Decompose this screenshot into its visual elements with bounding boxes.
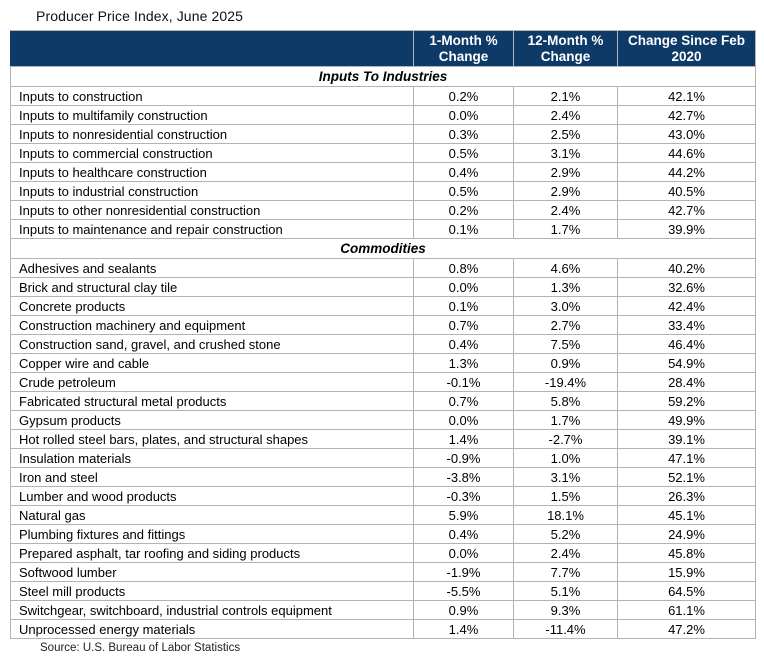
- row-value: 1.7%: [514, 411, 618, 430]
- row-label: Inputs to nonresidential construction: [11, 125, 414, 144]
- table-row: [11, 430, 756, 449]
- row-value: 32.6%: [618, 278, 756, 297]
- row-value: 0.9%: [514, 354, 618, 373]
- row-value: 0.4%: [414, 525, 514, 544]
- row-value: 0.4%: [414, 335, 514, 354]
- table-row: [11, 373, 756, 392]
- row-label: Crude petroleum: [11, 373, 414, 392]
- row-value: 0.7%: [414, 316, 514, 335]
- row-value: -0.3%: [414, 487, 514, 506]
- row-label: Brick and structural clay tile: [11, 278, 414, 297]
- row-value: 0.2%: [414, 201, 514, 220]
- row-value: 0.2%: [414, 87, 514, 106]
- table-row: [11, 601, 756, 620]
- table-row: [11, 563, 756, 582]
- row-label: Lumber and wood products: [11, 487, 414, 506]
- table-header: [11, 31, 756, 67]
- row-label: Inputs to commercial construction: [11, 144, 414, 163]
- page-title: Producer Price Index, June 2025: [36, 8, 244, 24]
- row-value: 7.7%: [514, 563, 618, 582]
- row-value: 0.0%: [414, 411, 514, 430]
- row-value: 26.3%: [618, 487, 756, 506]
- row-value: 0.0%: [414, 106, 514, 125]
- row-value: 0.4%: [414, 163, 514, 182]
- row-value: 5.2%: [514, 525, 618, 544]
- row-label: Gypsum products: [11, 411, 414, 430]
- row-value: 7.5%: [514, 335, 618, 354]
- table-row: [11, 201, 756, 220]
- row-value: 2.9%: [514, 182, 618, 201]
- table-row: [11, 525, 756, 544]
- row-label: Inputs to multifamily construction: [11, 106, 414, 125]
- header-row: [11, 31, 756, 67]
- header-cell-change-since: Change Since Feb 2020: [618, 31, 756, 67]
- row-value: 42.7%: [618, 201, 756, 220]
- row-value: 5.8%: [514, 392, 618, 411]
- row-label: Natural gas: [11, 506, 414, 525]
- row-label: Prepared asphalt, tar roofing and siding products: [11, 544, 414, 563]
- row-label: Steel mill products: [11, 582, 414, 601]
- header-cell-1-month: 1-Month % Change: [414, 31, 514, 67]
- row-value: 0.0%: [414, 544, 514, 563]
- row-label: Fabricated structural metal products: [11, 392, 414, 411]
- row-value: 44.2%: [618, 163, 756, 182]
- row-value: 2.7%: [514, 316, 618, 335]
- row-value: -1.9%: [414, 563, 514, 582]
- row-value: 5.1%: [514, 582, 618, 601]
- row-label: Hot rolled steel bars, plates, and structural shapes: [11, 430, 414, 449]
- row-value: 0.5%: [414, 182, 514, 201]
- row-label: Inputs to construction: [11, 87, 414, 106]
- row-value: 5.9%: [414, 506, 514, 525]
- row-value: 3.0%: [514, 297, 618, 316]
- table-row: [11, 144, 756, 163]
- row-value: 0.3%: [414, 125, 514, 144]
- row-value: 24.9%: [618, 525, 756, 544]
- row-label: Concrete products: [11, 297, 414, 316]
- table-row: [11, 449, 756, 468]
- row-value: 33.4%: [618, 316, 756, 335]
- header-cell-12-month: 12-Month % Change: [514, 31, 618, 67]
- row-value: 42.7%: [618, 106, 756, 125]
- row-value: -5.5%: [414, 582, 514, 601]
- table-row: [11, 163, 756, 182]
- source-attribution: Source: U.S. Bureau of Labor Statistics: [40, 642, 241, 654]
- row-label: Construction sand, gravel, and crushed stone: [11, 335, 414, 354]
- row-value: 1.4%: [414, 620, 514, 639]
- row-label: Insulation materials: [11, 449, 414, 468]
- row-value: 2.1%: [514, 87, 618, 106]
- table-body: [11, 67, 756, 639]
- row-label: Plumbing fixtures and fittings: [11, 525, 414, 544]
- table-row: [11, 506, 756, 525]
- table-row: [11, 335, 756, 354]
- row-label: Unprocessed energy materials: [11, 620, 414, 639]
- row-value: 0.1%: [414, 220, 514, 239]
- row-value: 47.2%: [618, 620, 756, 639]
- row-value: 39.9%: [618, 220, 756, 239]
- row-value: 15.9%: [618, 563, 756, 582]
- table-row: [11, 392, 756, 411]
- row-value: 42.4%: [618, 297, 756, 316]
- row-value: 39.1%: [618, 430, 756, 449]
- row-label: Construction machinery and equipment: [11, 316, 414, 335]
- row-value: -0.9%: [414, 449, 514, 468]
- row-label: Inputs to other nonresidential construction: [11, 201, 414, 220]
- row-value: 0.5%: [414, 144, 514, 163]
- row-value: 2.4%: [514, 201, 618, 220]
- section-header-label: Commodities: [11, 239, 756, 259]
- table-row: [11, 87, 756, 106]
- row-value: 64.5%: [618, 582, 756, 601]
- row-value: 40.5%: [618, 182, 756, 201]
- header-cell-blank: [11, 31, 414, 67]
- row-label: Iron and steel: [11, 468, 414, 487]
- row-value: 0.7%: [414, 392, 514, 411]
- row-value: 42.1%: [618, 87, 756, 106]
- row-value: -11.4%: [514, 620, 618, 639]
- table-row: [11, 278, 756, 297]
- ppi-table: [10, 30, 756, 639]
- table-row: [11, 125, 756, 144]
- row-value: 45.1%: [618, 506, 756, 525]
- row-value: 2.9%: [514, 163, 618, 182]
- table-row: [11, 354, 756, 373]
- row-label: Inputs to healthcare construction: [11, 163, 414, 182]
- row-value: 46.4%: [618, 335, 756, 354]
- table-row: [11, 297, 756, 316]
- section-row: [11, 239, 756, 259]
- row-value: 2.4%: [514, 106, 618, 125]
- row-value: 61.1%: [618, 601, 756, 620]
- table-row: [11, 259, 756, 278]
- row-value: 1.3%: [414, 354, 514, 373]
- section-header-label: Inputs To Industries: [11, 67, 756, 87]
- table-row: [11, 182, 756, 201]
- row-label: Switchgear, switchboard, industrial controls equipment: [11, 601, 414, 620]
- row-value: 3.1%: [514, 144, 618, 163]
- row-value: 1.7%: [514, 220, 618, 239]
- row-value: 0.1%: [414, 297, 514, 316]
- row-value: 9.3%: [514, 601, 618, 620]
- row-label: Inputs to maintenance and repair construction: [11, 220, 414, 239]
- row-value: 28.4%: [618, 373, 756, 392]
- row-value: 0.8%: [414, 259, 514, 278]
- table-row: [11, 544, 756, 563]
- row-label: Adhesives and sealants: [11, 259, 414, 278]
- table-row: [11, 220, 756, 239]
- table-row: [11, 411, 756, 430]
- row-value: 4.6%: [514, 259, 618, 278]
- row-value: 54.9%: [618, 354, 756, 373]
- table-row: [11, 316, 756, 335]
- table-row: [11, 582, 756, 601]
- row-label: Copper wire and cable: [11, 354, 414, 373]
- row-label: Inputs to industrial construction: [11, 182, 414, 201]
- row-value: 3.1%: [514, 468, 618, 487]
- row-value: 2.4%: [514, 544, 618, 563]
- row-value: -3.8%: [414, 468, 514, 487]
- row-value: 40.2%: [618, 259, 756, 278]
- row-value: 1.4%: [414, 430, 514, 449]
- row-value: 45.8%: [618, 544, 756, 563]
- row-value: -2.7%: [514, 430, 618, 449]
- row-value: 49.9%: [618, 411, 756, 430]
- row-value: 0.0%: [414, 278, 514, 297]
- row-value: 44.6%: [618, 144, 756, 163]
- table-row: [11, 487, 756, 506]
- row-value: -0.1%: [414, 373, 514, 392]
- section-row: [11, 67, 756, 87]
- row-value: 43.0%: [618, 125, 756, 144]
- row-value: 18.1%: [514, 506, 618, 525]
- row-value: 47.1%: [618, 449, 756, 468]
- row-value: 0.9%: [414, 601, 514, 620]
- table-row: [11, 106, 756, 125]
- row-value: -19.4%: [514, 373, 618, 392]
- row-value: 52.1%: [618, 468, 756, 487]
- row-value: 1.3%: [514, 278, 618, 297]
- row-value: 2.5%: [514, 125, 618, 144]
- row-value: 1.0%: [514, 449, 618, 468]
- row-label: Softwood lumber: [11, 563, 414, 582]
- table-row: [11, 620, 756, 639]
- row-value: 59.2%: [618, 392, 756, 411]
- row-value: 1.5%: [514, 487, 618, 506]
- table-row: [11, 468, 756, 487]
